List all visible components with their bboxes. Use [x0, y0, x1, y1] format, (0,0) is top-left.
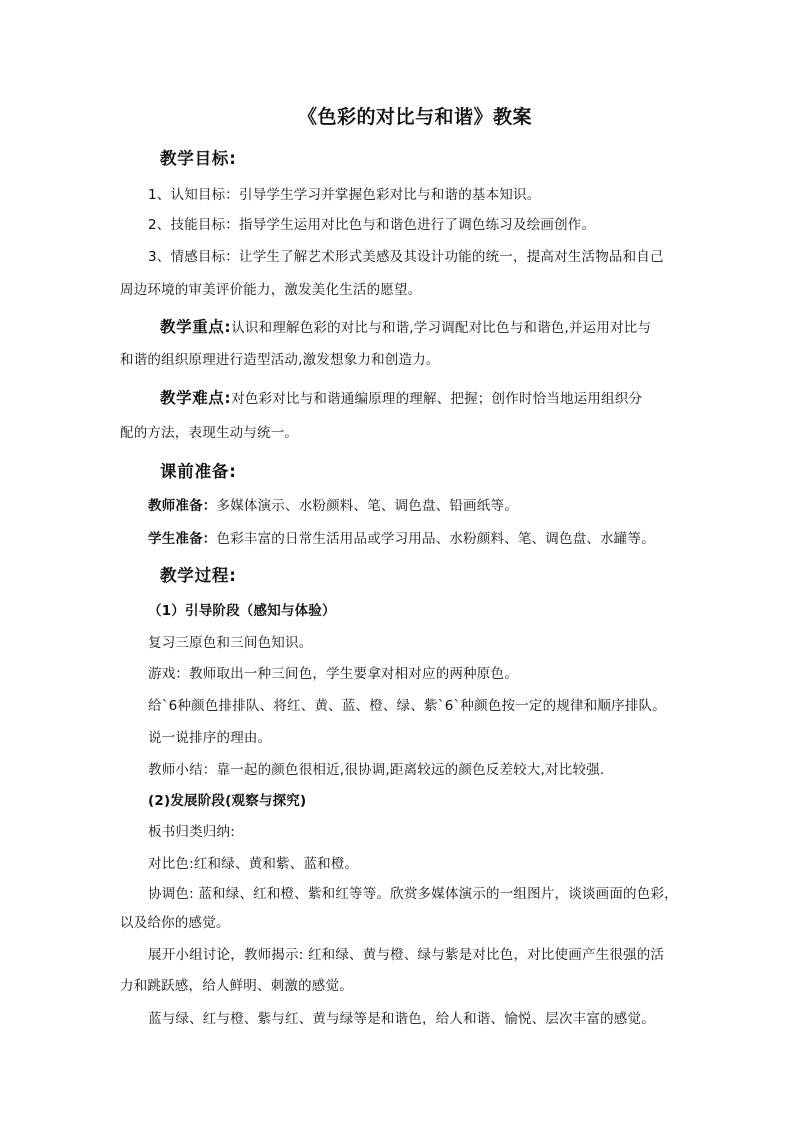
stage-2-line: 蓝与绿、红与橙、紫与红、黄与绿等是和谐色，给人和谐、愉悦、层次丰富的感觉。	[148, 1011, 655, 1027]
difficulties-line-1	[160, 389, 642, 408]
difficulties-text-1: 对色彩对比与和谐通编原理的理解、把握；创作时恰当地运用组织分	[231, 391, 643, 407]
objective-cognitive: 1、认知目标：引导学生学习并掌握色彩对比与和谐的基本知识。	[148, 187, 541, 203]
key-points-line-2: 和谐的组织原理进行造型活动,激发想象力和创造力。	[120, 352, 440, 368]
objectives-heading: 教学目标:	[160, 149, 237, 168]
objective-emotion-continued: 周边环境的审美评价能力，激发美化生活的愿望。	[120, 282, 422, 298]
stage-1-line: 说一说排序的理由。	[148, 730, 272, 746]
stage-2-title: (2)发展阶段(观察与探究)	[148, 793, 307, 809]
student-preparation-text: 色彩丰富的日常生活用品或学习用品、水粉颜料、笔、调色盘、水罐等。	[216, 531, 655, 547]
difficulties-label: 教学难点:	[160, 389, 232, 407]
stage-1-line: 游戏：教师取出一种三间色，学生要拿对相对应的两种原色。	[148, 666, 518, 682]
teacher-preparation	[148, 497, 518, 515]
stage-2-line: 力和跳跃感，给人鲜明、刺激的感觉。	[120, 978, 353, 994]
stage-2-line: 板书归类归纳:	[148, 824, 235, 840]
stage-2-line: 以及给你的感觉。	[120, 915, 230, 931]
document-title: 《色彩的对比与和谐》教案	[298, 106, 533, 128]
teacher-preparation-label: 教师准备：	[148, 498, 217, 514]
stage-1-line: 复习三原色和三间色知识。	[148, 635, 313, 651]
teacher-preparation-text: 多媒体演示、水粉颜料、笔、调色盘、铅画纸等。	[216, 498, 518, 514]
stage-2-line: 对比色:红和绿、黄和紫、蓝和橙。	[148, 856, 359, 872]
objective-emotion: 3、情感目标：让学生了解艺术形式美感及其设计功能的统一，提高对生活物品和自己	[148, 249, 664, 265]
preparation-heading: 课前准备:	[160, 462, 237, 481]
stage-1-line: 教师小结：靠一起的颜色很相近,很协调,距离较远的颜色反差较大,对比较强.	[148, 762, 605, 778]
stage-2-line: 协调色: 蓝和绿、红和橙、紫和红等等。欣赏多媒体演示的一组图片，谈谈画面的色彩，	[148, 886, 678, 902]
difficulties-line-2: 配的方法，表现生动与统一。	[120, 425, 299, 441]
objective-skill: 2、技能目标：指导学生运用对比色与和谐色进行了调色练习及绘画创作。	[148, 217, 596, 233]
key-points-text-1: 认识和理解色彩的对比与和谐,学习调配对比色与和谐色,并运用对比与	[231, 320, 652, 336]
stage-1-title: （1）引导阶段（感知与体验）	[148, 603, 336, 619]
stage-2-line: 展开小组讨论，教师揭示: 红和绿、黄与橙、绿与紫是对比色，对比使画产生很强的活	[148, 947, 665, 963]
student-preparation	[148, 530, 655, 548]
student-preparation-label: 学生准备：	[148, 531, 217, 547]
process-heading: 教学过程:	[160, 566, 237, 585]
stage-1-line: 给`6种颜色排排队、将红、黄、蓝、橙、绿、紫`6`种颜色按一定的规律和顺序排队。	[148, 698, 666, 714]
key-points-line-1	[160, 318, 651, 337]
key-points-label: 教学重点:	[160, 318, 232, 336]
